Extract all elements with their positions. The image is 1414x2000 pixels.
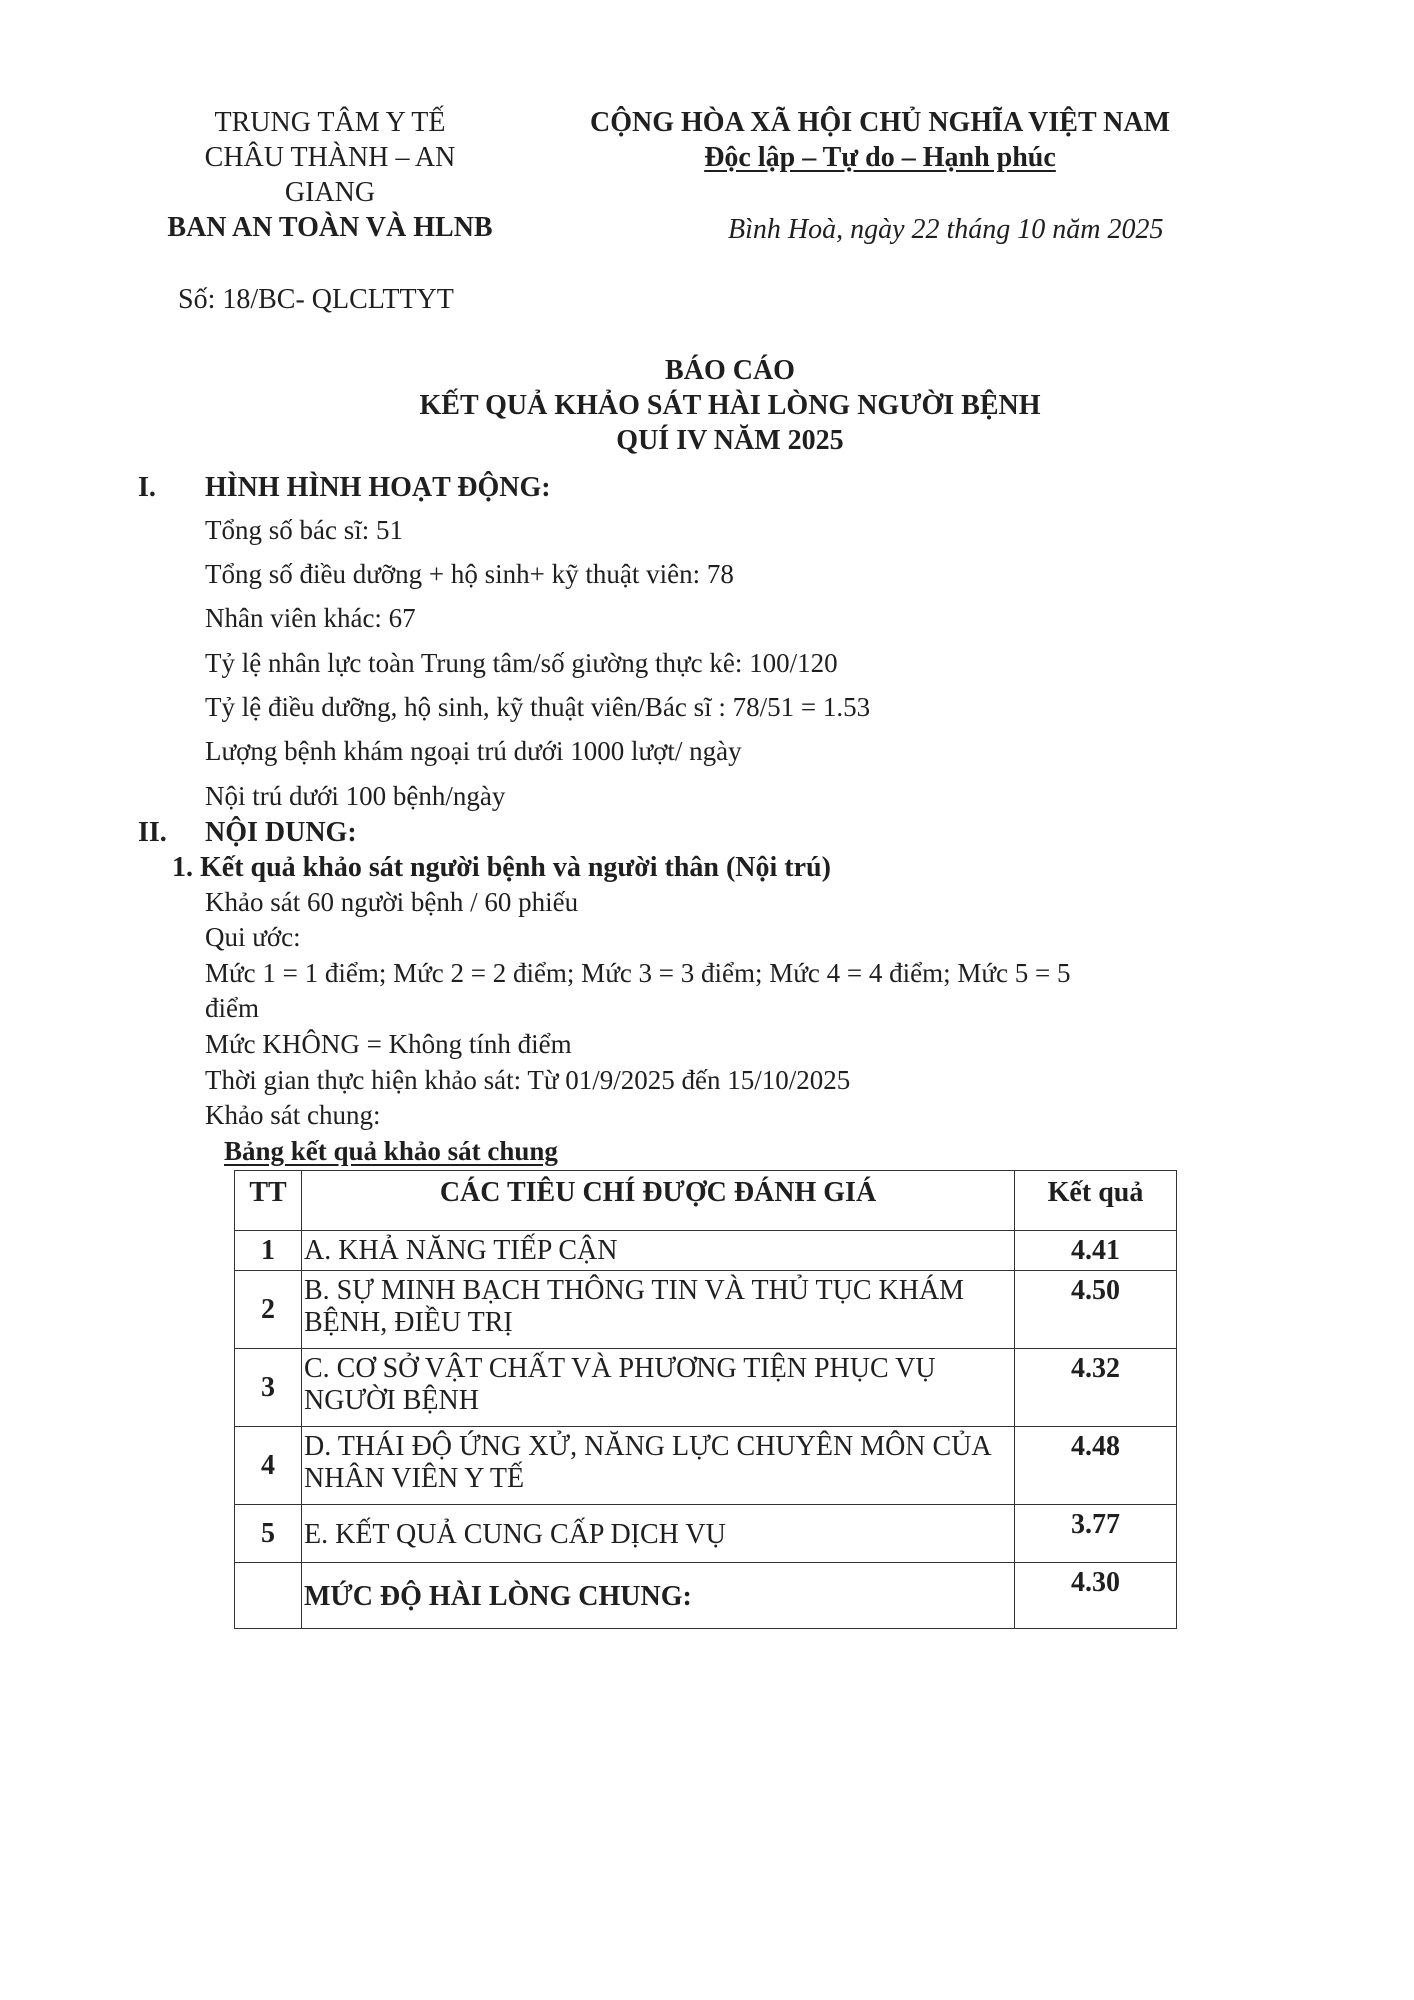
national-motto: Độc lập – Tự do – Hạnh phúc [704, 142, 1056, 173]
section-1-title: HÌNH HÌNH HOẠT ĐỘNG: [205, 472, 551, 503]
total-label: MỨC ĐỘ HÀI LÒNG CHUNG: [302, 1563, 1015, 1629]
section-1-line: Nhân viên khác: 67 [205, 603, 416, 633]
title-line-1: BÁO CÁO [665, 355, 795, 386]
section-1-line: Tổng số điều dưỡng + hộ sinh+ kỹ thuật viên: 78 [205, 559, 734, 589]
section-1-number: I. [138, 472, 156, 503]
agency-line-2: CHÂU THÀNH – AN [204, 142, 456, 173]
table-row [235, 1505, 1177, 1563]
row-result: 4.50 [1015, 1271, 1177, 1349]
document-number: Số: 18/BC- QLCLTTYT [178, 284, 454, 315]
row-criterion: E. KẾT QUẢ CUNG CẤP DỊCH VỤ [302, 1505, 1015, 1563]
section-2-line: Mức 1 = 1 điểm; Mức 2 = 2 điểm; Mức 3 = 3 điểm; Mức 4 = 4 điểm; Mức 5 = 5 [205, 958, 1071, 988]
section-1-line: Tỷ lệ điều dưỡng, hộ sinh, kỹ thuật viên/Bác sĩ : 78/51 = 1.53 [205, 692, 871, 722]
header-criteria: CÁC TIÊU CHÍ ĐƯỢC ĐÁNH GIÁ [302, 1171, 1015, 1231]
survey-results-table [234, 1170, 1177, 1629]
title-line-3: QUÍ IV NĂM 2025 [616, 425, 844, 456]
subsection-1-title: 1. Kết quả khảo sát người bệnh và người thân (Nội trú) [172, 852, 831, 883]
section-2-line: Qui ước: [205, 922, 301, 952]
table-row [235, 1349, 1177, 1427]
section-2-line: Thời gian thực hiện khảo sát: Từ 01/9/2025 đến 15/10/2025 [205, 1065, 851, 1095]
agency-line-3: GIANG [284, 177, 376, 208]
header-result: Kết quả [1015, 1171, 1177, 1231]
table-row [235, 1231, 1177, 1271]
row-result: 4.32 [1015, 1349, 1177, 1427]
section-1-line: Tổng số bác sĩ: 51 [205, 515, 403, 545]
table-row [235, 1427, 1177, 1505]
report-title [340, 353, 1120, 458]
agency-header [140, 105, 520, 245]
section-1-line: Lượng bệnh khám ngoại trú dưới 1000 lượt/ ngày [205, 736, 742, 766]
title-line-2: KẾT QUẢ KHẢO SÁT HÀI LÒNG NGƯỜI BỆNH [419, 390, 1041, 421]
table-header-row [235, 1171, 1177, 1231]
row-criterion: C. CƠ SỞ VẬT CHẤT VÀ PHƯƠNG TIỆN PHỤC VỤ NGƯỜI BỆNH [302, 1349, 1015, 1427]
row-tt: 5 [235, 1505, 302, 1563]
table-total-row [235, 1563, 1177, 1629]
national-title: CỘNG HÒA XÃ HỘI CHỦ NGHĨA VIỆT NAM [589, 107, 1171, 138]
row-criterion: B. SỰ MINH BẠCH THÔNG TIN VÀ THỦ TỤC KHÁM BỆNH, ĐIỀU TRỊ [302, 1271, 1015, 1349]
row-tt: 4 [235, 1427, 302, 1505]
section-2-number: II. [138, 817, 167, 848]
section-2-line: điểm [205, 993, 259, 1023]
row-criterion: A. KHẢ NĂNG TIẾP CẬN [302, 1231, 1015, 1271]
row-tt: 3 [235, 1349, 302, 1427]
national-header [540, 105, 1220, 175]
total-result: 4.30 [1015, 1563, 1177, 1629]
section-2-title: NỘI DUNG: [205, 817, 357, 848]
agency-line-1: TRUNG TÂM Y TẾ [214, 107, 446, 138]
section-1-line: Nội trú dưới 100 bệnh/ngày [205, 781, 506, 811]
table-row [235, 1271, 1177, 1349]
agency-unit: BAN AN TOÀN VÀ HLNB [167, 212, 493, 243]
row-tt: 2 [235, 1271, 302, 1349]
row-result: 4.41 [1015, 1231, 1177, 1271]
section-1-line: Tỷ lệ nhân lực toàn Trung tâm/số giường thực kê: 100/120 [205, 648, 838, 678]
table-caption: Bảng kết quả khảo sát chung [224, 1136, 558, 1166]
total-tt [235, 1563, 302, 1629]
section-2-line: Mức KHÔNG = Không tính điểm [205, 1029, 572, 1059]
section-2-line: Khảo sát 60 người bệnh / 60 phiếu [205, 887, 579, 917]
header-tt: TT [235, 1171, 302, 1231]
row-tt: 1 [235, 1231, 302, 1271]
row-result: 3.77 [1015, 1505, 1177, 1563]
section-2-line: Khảo sát chung: [205, 1100, 381, 1130]
row-result: 4.48 [1015, 1427, 1177, 1505]
date-line: Bình Hoà, ngày 22 tháng 10 năm 2025 [728, 214, 1164, 245]
row-criterion: D. THÁI ĐỘ ỨNG XỬ, NĂNG LỰC CHUYÊN MÔN CỦA NHÂN VIÊN Y TẾ [302, 1427, 1015, 1505]
